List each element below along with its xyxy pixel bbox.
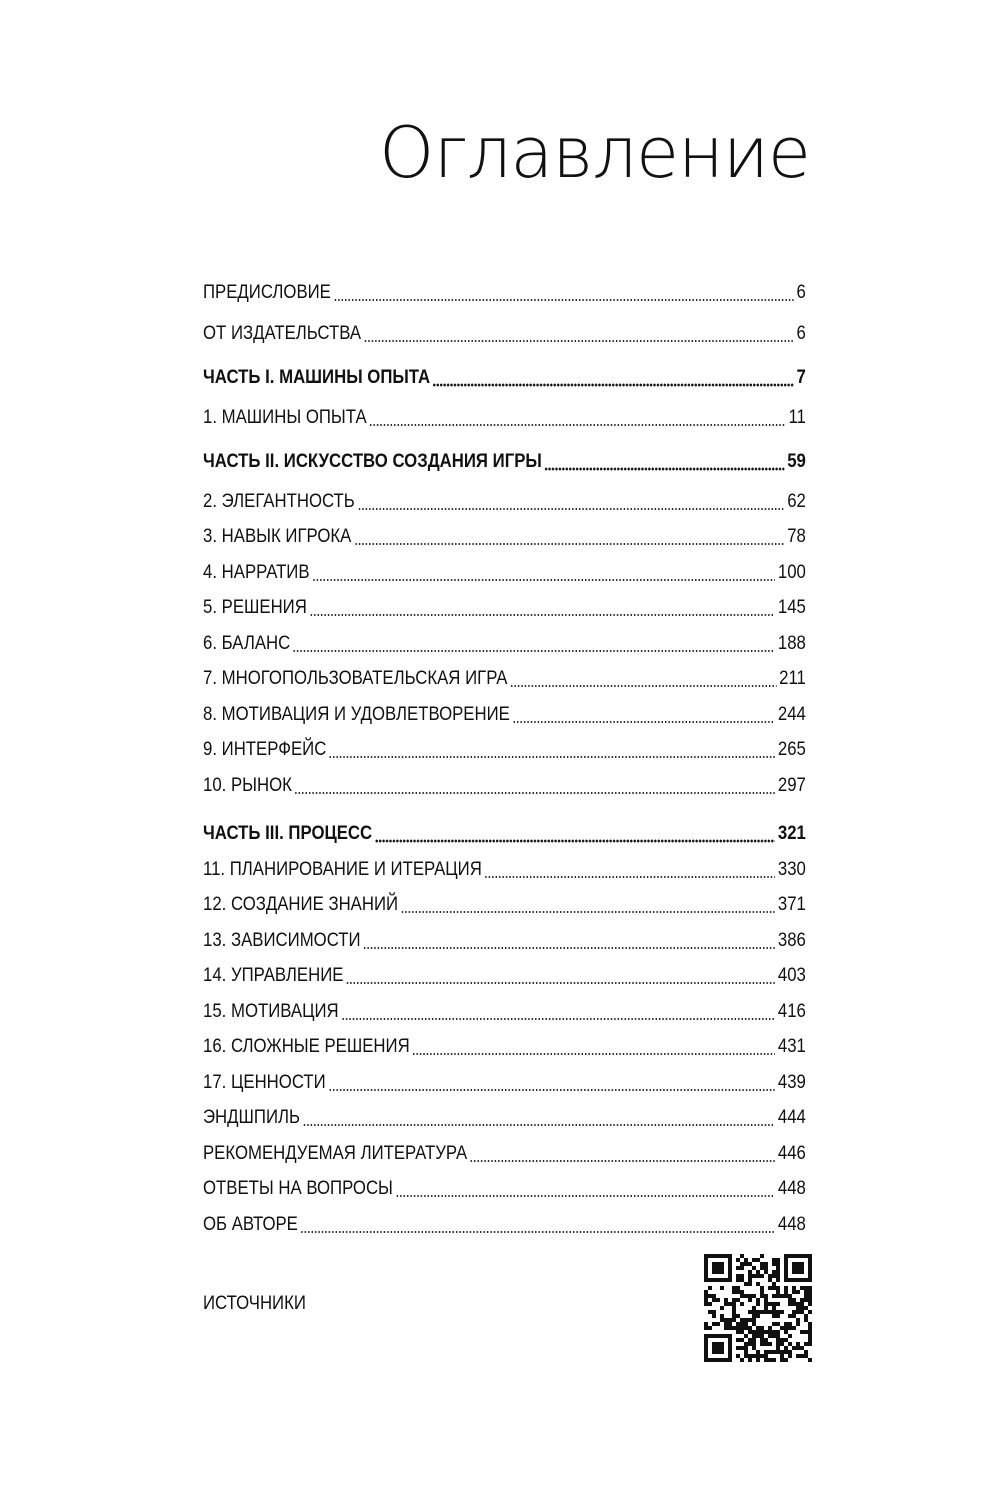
toc-entry[interactable] (203, 990, 806, 1022)
toc-entry-label: 16. СЛОЖНЫЕ РЕШЕНИЯ (203, 1035, 410, 1057)
toc-entry-page: 448 (777, 1213, 806, 1235)
toc-entry-label: 11. ПЛАНИРОВАНИЕ И ИТЕРАЦИЯ (203, 858, 482, 880)
dot-leader (363, 929, 775, 951)
toc-entry-label: 12. СОЗДАНИЕ ЗНАНИЙ (203, 893, 399, 915)
toc-entry-page: 371 (777, 893, 806, 915)
dot-leader (300, 1213, 775, 1235)
dot-leader (544, 450, 784, 472)
toc-entry-page: 100 (777, 561, 806, 583)
toc-entry-label: 2. ЭЛЕГАНТНОСТЬ (203, 490, 355, 512)
dot-leader (346, 964, 775, 986)
toc-entry-page: 6 (796, 281, 806, 303)
dot-leader (364, 322, 794, 344)
toc-entry[interactable] (203, 954, 806, 986)
toc-entry-label: 8. МОТИВАЦИЯ И УДОВЛЕТВОРЕНИЕ (203, 703, 510, 725)
dot-leader (470, 1142, 776, 1164)
toc-entry-page: 439 (777, 1071, 806, 1093)
toc-entry-page: 244 (777, 703, 806, 725)
toc-entry[interactable] (203, 440, 806, 472)
toc-entry[interactable] (203, 764, 806, 796)
toc-entry-page: 145 (777, 596, 806, 618)
toc-entry-page: 403 (777, 964, 806, 986)
toc-entry-page: 211 (779, 667, 806, 689)
toc-entry-page: 62 (787, 490, 806, 512)
toc-entry-page: 416 (777, 1000, 806, 1022)
toc-entry-page: 386 (777, 929, 806, 951)
dot-leader (357, 490, 784, 512)
toc-entry-label: 3. НАВЫК ИГРОКА (203, 525, 352, 547)
dot-leader (309, 596, 775, 618)
dot-leader (401, 893, 776, 915)
toc-entry[interactable] (203, 919, 806, 951)
toc-entry-page: 330 (777, 858, 806, 880)
dot-leader (354, 525, 785, 547)
toc-entry-page: 188 (777, 632, 806, 654)
toc-entry-page: 431 (777, 1035, 806, 1057)
toc-entry[interactable] (203, 396, 806, 428)
dot-leader (433, 366, 794, 388)
dot-leader (395, 1177, 775, 1199)
toc-entry[interactable] (203, 1096, 806, 1128)
toc-entry-page: 78 (787, 525, 806, 547)
toc-entry-label: 13. ЗАВИСИМОСТИ (203, 929, 361, 951)
toc-entry[interactable] (203, 812, 806, 844)
toc-entry-label: ЧАСТЬ III. ПРОЦЕСС (203, 822, 373, 844)
toc-entry-label: 17. ЦЕННОСТИ (203, 1071, 326, 1093)
dot-leader (341, 1000, 775, 1022)
toc-entry-page: 448 (777, 1177, 806, 1199)
toc-entry-label: 15. МОТИВАЦИЯ (203, 1000, 339, 1022)
toc-entry[interactable] (203, 480, 806, 512)
toc-entry[interactable] (203, 657, 806, 689)
dot-leader (329, 738, 775, 760)
toc-entry-label: 7. МНОГОПОЛЬЗОВАТЕЛЬСКАЯ ИГРА (203, 667, 508, 689)
toc-entry-page: 7 (796, 366, 806, 388)
toc-entry[interactable] (203, 693, 806, 725)
toc-entry[interactable] (203, 1061, 806, 1093)
toc-entry-label: 6. БАЛАНС (203, 632, 291, 654)
dot-leader (303, 1106, 776, 1128)
toc-entry-page: 444 (777, 1106, 806, 1128)
dot-leader (375, 822, 776, 844)
toc-entry[interactable] (203, 586, 806, 618)
toc-entry-page: 59 (787, 450, 806, 472)
toc-entry-label: 14. УПРАВЛЕНИЕ (203, 964, 344, 986)
toc-entry-page: 297 (777, 774, 806, 796)
toc-entry-label: 5. РЕШЕНИЯ (203, 596, 307, 618)
toc-entry-label: РЕКОМЕНДУЕМАЯ ЛИТЕРАТУРА (203, 1142, 468, 1164)
toc-entry[interactable] (203, 1025, 806, 1057)
toc-entry[interactable] (203, 622, 806, 654)
toc-entry-page: 265 (777, 738, 806, 760)
toc-entry-label: 9. ИНТЕРФЕЙС (203, 738, 327, 760)
dot-leader (293, 632, 775, 654)
dot-leader (510, 667, 776, 689)
dot-leader (484, 858, 775, 880)
toc-entry-page: 321 (777, 822, 806, 844)
toc-entry-label: ОТВЕТЫ НА ВОПРОСЫ (203, 1177, 393, 1199)
toc-entry[interactable] (203, 848, 806, 880)
toc-entry-page: 446 (777, 1142, 806, 1164)
sources-link[interactable]: ИСТОЧНИКИ (203, 1292, 306, 1314)
toc-entry[interactable] (203, 1167, 806, 1199)
toc-entry[interactable] (203, 271, 806, 303)
qr-code-icon (704, 1254, 812, 1362)
dot-leader (333, 281, 793, 303)
dot-leader (328, 1071, 775, 1093)
dot-leader (412, 1035, 775, 1057)
toc-entry[interactable] (203, 551, 806, 583)
toc-entry-label: 4. НАРРАТИВ (203, 561, 310, 583)
toc-entry[interactable] (203, 1203, 806, 1235)
toc-entry[interactable] (203, 883, 806, 915)
toc-entry-label: 10. РЫНОК (203, 774, 292, 796)
toc-entry[interactable] (203, 356, 806, 388)
toc-entry-label: ПРЕДИСЛОВИЕ (203, 281, 331, 303)
toc-entry-label: ЧАСТЬ I. МАШИНЫ ОПЫТА (203, 366, 431, 388)
toc-entry-label: 1. МАШИНЫ ОПЫТА (203, 406, 367, 428)
toc-entry-label: ОТ ИЗДАТЕЛЬСТВА (203, 322, 362, 344)
toc-entry-page: 6 (796, 322, 806, 344)
toc-entry-page: 11 (788, 406, 806, 428)
page-title: Оглавление (379, 112, 810, 194)
dot-leader (512, 703, 775, 725)
dot-leader (295, 774, 776, 796)
toc-entry[interactable] (203, 515, 806, 547)
toc-entry[interactable] (203, 312, 806, 344)
toc-entry-label: ОБ АВТОРЕ (203, 1213, 298, 1235)
toc-entry-label: ЧАСТЬ II. ИСКУССТВО СОЗДАНИЯ ИГРЫ (203, 450, 542, 472)
dot-leader (369, 406, 786, 428)
toc-entry-label: ЭНДШПИЛЬ (203, 1106, 301, 1128)
dot-leader (312, 561, 775, 583)
toc-entry[interactable] (203, 728, 806, 760)
toc-entry[interactable] (203, 1132, 806, 1164)
